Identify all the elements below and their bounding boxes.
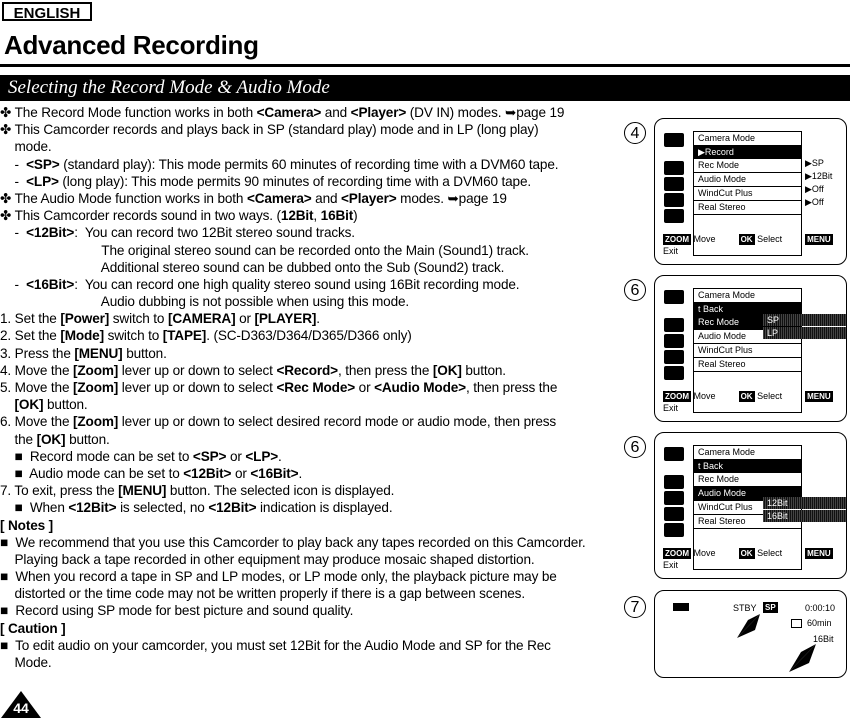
- text-run: , then press the: [465, 380, 558, 395]
- body-line: [0, 482, 630, 499]
- select-label: Select: [757, 547, 783, 558]
- option-sp: SP: [763, 314, 846, 326]
- text-run: is selected, no: [116, 500, 209, 516]
- menu-item-audio-mode: Audio Mode: [693, 330, 802, 344]
- audio-mode-value: ▶12Bit: [805, 171, 833, 181]
- bold-term: <LP>: [26, 173, 59, 189]
- body-line: [0, 224, 630, 241]
- text-run: The Record Mode function works in both: [14, 105, 257, 120]
- text-run: -: [0, 156, 27, 172]
- tape-icon: [791, 619, 802, 628]
- text-run: or: [355, 380, 375, 395]
- body-text: [0, 104, 630, 671]
- bold-term: [TAPE]: [162, 328, 207, 344]
- option-16bit: 16Bit: [763, 510, 846, 522]
- photo-icon: [664, 177, 684, 191]
- bold-term: <16Bit>: [250, 465, 299, 481]
- text-run: , then press the: [337, 362, 433, 378]
- text-run: -: [0, 173, 27, 189]
- bold-term: <Camera>: [256, 105, 322, 120]
- bold-term: [Zoom]: [73, 380, 119, 395]
- text-run: (standard play): This mode permits 60 minutes of recording time with a DVM60 tape.: [59, 156, 559, 172]
- text-run: : You can record two 12Bit stereo sound tracks.: [74, 225, 355, 241]
- text-run: lever up or down to select desired record mode or audio mode, then press: [118, 414, 557, 430]
- body-line: [0, 276, 630, 293]
- text-run: ■ When: [0, 500, 69, 516]
- text-run: .: [316, 311, 320, 327]
- text-run: Audio dubbing is not possible when using this mode.: [0, 294, 410, 310]
- body-line: [0, 448, 630, 465]
- body-line: [0, 465, 630, 482]
- body-line: [0, 637, 630, 654]
- stby-label: STBY: [733, 603, 757, 613]
- menu-item-windcut: WindCut Plus: [693, 344, 802, 358]
- language-label: ENGLISH: [2, 2, 92, 21]
- body-line: [0, 431, 630, 448]
- rec-mode-value: ▶SP: [805, 158, 824, 168]
- body-line: [0, 534, 630, 551]
- text-run: -: [0, 276, 27, 292]
- text-run: Playing back a tape recorded in other equipment may produce mosaic shaped distortion.: [0, 551, 535, 567]
- battery-icon: [673, 603, 689, 611]
- settings-icon: [664, 209, 684, 223]
- text-run: ■ When you record a tape in SP and LP modes, or LP mode only, the playback picture may be: [0, 569, 557, 585]
- bold-term: [ Caution ]: [0, 620, 66, 636]
- body-line: [0, 190, 630, 207]
- bold-term: [ Notes ]: [0, 517, 54, 533]
- settings-icon: [664, 366, 684, 380]
- move-label: Move: [693, 547, 716, 558]
- real-stereo-value: ▶Off: [805, 197, 824, 207]
- text-run: 1. Set the: [0, 311, 61, 327]
- menu-item-record: ▶Record: [693, 146, 802, 159]
- bold-term: <12Bit>: [208, 500, 257, 516]
- body-line: [0, 620, 630, 637]
- text-run: This Camcorder records sound in two ways. (: [14, 208, 281, 224]
- bold-term: <SP>: [192, 448, 227, 464]
- text-run: 4. Move the: [0, 362, 74, 378]
- bold-term: <Camera>: [246, 190, 312, 206]
- menu-item-rec-mode: Rec Mode: [693, 473, 802, 487]
- body-line: [0, 654, 630, 671]
- body-line: [0, 138, 630, 155]
- exit-label: Exit: [663, 246, 679, 256]
- bold-term: <12Bit>: [26, 225, 75, 241]
- text-run: or: [226, 448, 246, 464]
- text-run: -: [0, 225, 27, 241]
- body-line: [0, 413, 630, 430]
- bold-term: [CAMERA]: [167, 311, 236, 327]
- step-number-4: 4: [624, 122, 646, 144]
- bold-term: <16Bit>: [26, 276, 75, 292]
- text-run: ✤: [0, 105, 15, 120]
- text-run: .: [278, 448, 282, 464]
- body-line: [0, 293, 630, 310]
- text-run: ■ We recommend that you use this Camcorder to play back any tapes recorded on this Camcorder.: [0, 534, 586, 550]
- zoom-tag: ZOOM: [665, 235, 689, 244]
- text-run: button.: [65, 431, 110, 447]
- menu-item-windcut: WindCut Plus: [693, 501, 802, 515]
- body-line: [0, 362, 630, 379]
- bold-term: <12Bit>: [68, 500, 117, 516]
- menu-panel-step-6-record: [654, 275, 847, 422]
- text-run: lever up or down to select: [118, 362, 277, 378]
- menu-item-rec-mode: Rec Mode: [693, 316, 802, 330]
- title-rule: [0, 64, 850, 67]
- bold-term: [OK]: [36, 431, 66, 447]
- text-run: the: [0, 431, 37, 447]
- body-line: [0, 327, 630, 344]
- body-line: [0, 121, 630, 138]
- menu-footer: [663, 233, 843, 257]
- ok-tag: OK: [740, 549, 753, 558]
- text-run: 5. Move the: [0, 380, 74, 395]
- option-12bit: 12Bit: [763, 497, 846, 509]
- text-run: ,: [313, 208, 321, 224]
- body-line: [0, 568, 630, 585]
- text-run: and: [311, 190, 342, 206]
- photo-icon: [664, 334, 684, 348]
- text-run: button.: [122, 345, 167, 361]
- ok-tag: OK: [740, 392, 753, 401]
- remaining-time: 60min: [807, 618, 832, 628]
- text-run: button. The selected icon is displayed.: [166, 483, 395, 499]
- bold-term: [OK]: [14, 397, 44, 413]
- record-icon: [664, 161, 684, 175]
- bold-term: [OK]: [432, 362, 462, 378]
- body-line: [0, 602, 630, 619]
- camera-icon: [664, 447, 684, 461]
- body-line: [0, 259, 630, 276]
- text-run: indication is displayed.: [256, 500, 393, 516]
- ok-tag: OK: [740, 235, 753, 244]
- menu-item-real-stereo: Real Stereo: [693, 358, 802, 372]
- menu-item-audio-mode: Audio Mode: [693, 173, 802, 187]
- body-line: [0, 310, 630, 327]
- menu-item-real-stereo: Real Stereo: [693, 515, 802, 529]
- arrow-icon-sp: [735, 613, 761, 639]
- camera-icon: [664, 290, 684, 304]
- time-counter: 0:00:10: [805, 603, 836, 613]
- menu-panel-step-6-audio: [654, 432, 847, 579]
- bold-term: [Power]: [60, 311, 110, 327]
- step-number-7: 7: [624, 596, 646, 618]
- text-run: ■ To edit audio on your camcorder, you must set 12Bit for the Audio Mode and SP for the Rec: [0, 637, 551, 653]
- move-label: Move: [693, 390, 716, 401]
- text-run: ✤: [0, 208, 15, 224]
- zoom-tag: ZOOM: [665, 392, 689, 401]
- text-run: ■ Record mode can be set to: [0, 448, 193, 464]
- body-line: [0, 242, 630, 259]
- step-number-6b: 6: [624, 436, 646, 458]
- menu-tag: MENU: [807, 392, 831, 401]
- text-run: (DV IN) modes. ➥page 19: [406, 105, 565, 120]
- body-line: [0, 499, 630, 516]
- bold-term: <12Bit>: [183, 465, 232, 481]
- text-run: This Camcorder records and plays back in SP (standard play) mode and in LP (long play): [14, 122, 539, 138]
- bold-term: [Zoom]: [73, 414, 119, 430]
- display-icon: [664, 193, 684, 207]
- body-line: [0, 156, 630, 173]
- bold-term: <Player>: [341, 190, 397, 206]
- arrow-icon-16bit: [787, 643, 817, 673]
- menu-panel-step-4: [654, 118, 847, 265]
- text-run: 7. To exit, press the: [0, 483, 119, 499]
- text-run: lever up or down to select: [118, 380, 277, 395]
- zoom-tag: ZOOM: [665, 549, 689, 558]
- text-run: ✤: [0, 190, 15, 206]
- photo-icon: [664, 491, 684, 505]
- menu-title: Camera Mode: [693, 288, 802, 303]
- body-line: [0, 379, 630, 396]
- text-run: (long play): This mode permits 90 minutes of recording time with a DVM60 tape.: [58, 173, 531, 189]
- text-run: . (SC-D363/D364/D365/D366 only): [206, 328, 412, 344]
- text-run: switch to: [109, 311, 168, 327]
- text-run: ): [353, 208, 358, 224]
- body-line: [0, 345, 630, 362]
- menu-item-rec-mode: Rec Mode: [693, 159, 802, 173]
- text-run: The Audio Mode function works in both: [14, 190, 247, 206]
- select-label: Select: [757, 233, 783, 244]
- menu-tag: MENU: [807, 549, 831, 558]
- windcut-value: ▶Off: [805, 184, 824, 194]
- bold-term: [MENU]: [118, 483, 167, 499]
- text-run: [0, 397, 15, 412]
- menu-footer: [663, 547, 843, 571]
- text-run: button.: [43, 397, 88, 413]
- osd-panel-step-7: [654, 590, 847, 678]
- text-run: and: [321, 105, 351, 120]
- body-line: [0, 173, 630, 190]
- step-number-6a: 6: [624, 279, 646, 301]
- bold-term: <Rec Mode>: [276, 380, 356, 395]
- body-line: [0, 585, 630, 602]
- sp-indicator: SP: [765, 603, 776, 613]
- display-icon: [664, 350, 684, 364]
- text-run: modes. ➥page 19: [396, 190, 507, 206]
- text-run: 3. Press the: [0, 345, 75, 361]
- text-run: or: [231, 465, 251, 481]
- camera-icon: [664, 133, 684, 147]
- bold-term: <SP>: [26, 156, 60, 172]
- bold-term: <Player>: [350, 105, 407, 120]
- text-run: switch to: [103, 328, 163, 344]
- body-line: [0, 517, 630, 534]
- body-line: [0, 104, 630, 121]
- exit-label: Exit: [663, 403, 679, 413]
- menu-item-back: t Back: [693, 460, 802, 473]
- text-run: or: [235, 311, 255, 327]
- text-run: ✤: [0, 122, 15, 138]
- record-icon: [664, 318, 684, 332]
- menu-title: Camera Mode: [693, 445, 802, 460]
- menu-item-real-stereo: Real Stereo: [693, 201, 802, 215]
- bold-term: <Audio Mode>: [374, 380, 466, 395]
- body-line: [0, 551, 630, 568]
- bold-term: [Mode]: [60, 328, 104, 344]
- body-line: [0, 207, 630, 224]
- page-title: Advanced Recording: [4, 30, 259, 60]
- text-run: ■ Record using SP mode for best picture and sound quality.: [0, 603, 354, 619]
- menu-footer: [663, 390, 843, 414]
- bold-term: 16Bit: [320, 208, 354, 224]
- display-icon: [664, 507, 684, 521]
- body-line: [0, 396, 630, 413]
- menu-tag: MENU: [807, 235, 831, 244]
- text-run: Additional stereo sound can be dubbed onto the Sub (Sound2) track.: [0, 259, 505, 275]
- text-run: .: [298, 465, 303, 481]
- text-run: mode.: [0, 139, 52, 155]
- record-icon: [664, 475, 684, 489]
- page-number: 44: [13, 700, 29, 716]
- settings-icon: [664, 523, 684, 537]
- menu-item-audio-mode: Audio Mode: [693, 487, 802, 501]
- text-run: distorted or the time code may not be written properly if there is a gap between scenes.: [0, 586, 525, 602]
- text-run: ■ Audio mode can be set to: [0, 465, 184, 481]
- move-label: Move: [693, 233, 716, 244]
- text-run: Mode.: [0, 655, 52, 670]
- bold-term: [MENU]: [74, 345, 123, 361]
- text-run: 2. Set the: [0, 328, 61, 344]
- option-lp: LP: [763, 327, 846, 339]
- text-run: button.: [461, 362, 506, 378]
- menu-item-back: t Back: [693, 303, 802, 316]
- text-run: The original stereo sound can be recorded onto the Main (Sound1) track.: [0, 242, 529, 258]
- bold-term: [PLAYER]: [254, 311, 317, 327]
- menu-title: Camera Mode: [693, 131, 802, 146]
- bold-term: <Record>: [276, 362, 338, 378]
- text-run: : You can record one high quality stereo sound using 16Bit recording mode.: [74, 276, 520, 292]
- menu-item-windcut: WindCut Plus: [693, 187, 802, 201]
- exit-label: Exit: [663, 560, 679, 570]
- bold-term: [Zoom]: [73, 362, 119, 378]
- audio-bit-indicator: 16Bit: [813, 634, 834, 644]
- section-title: Selecting the Record Mode & Audio Mode: [0, 75, 850, 101]
- bold-term: 12Bit: [280, 208, 314, 224]
- text-run: 6. Move the: [0, 414, 74, 430]
- select-label: Select: [757, 390, 783, 401]
- bold-term: <LP>: [245, 448, 279, 464]
